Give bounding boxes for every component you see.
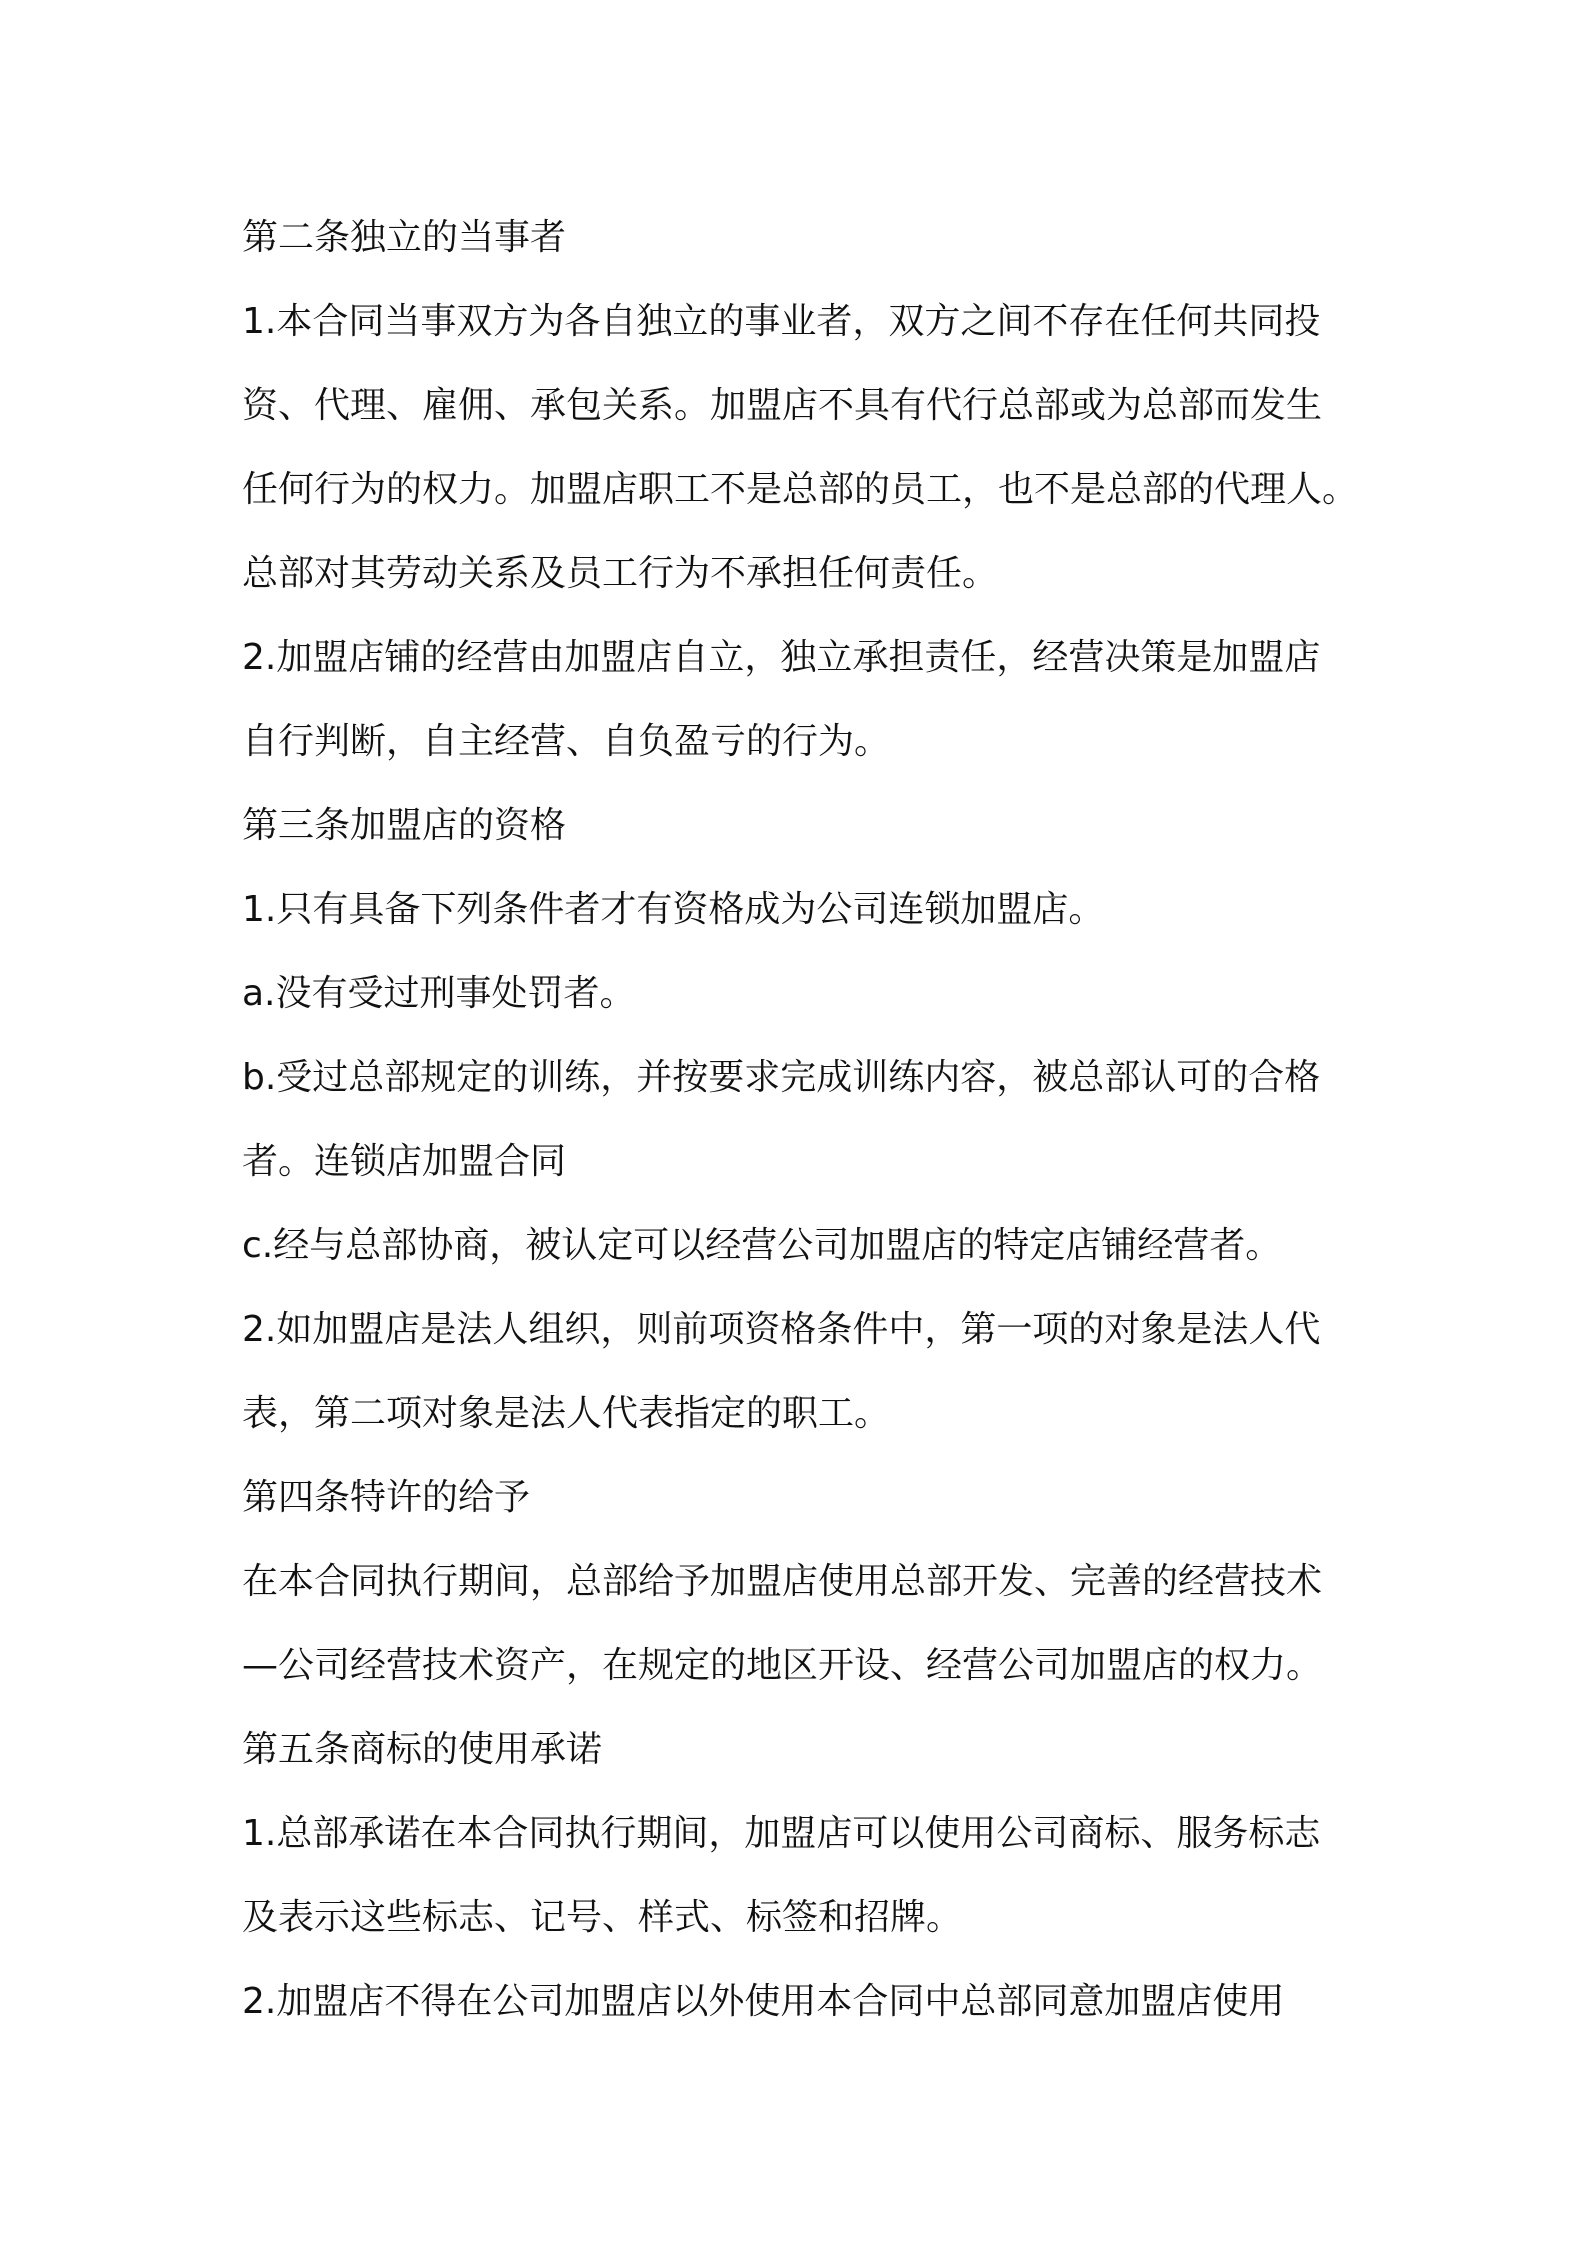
article-2-heading: 第二条独立的当事者 (242, 217, 567, 258)
article-3-item-b-line-2: 者。连锁店加盟合同 (242, 1141, 567, 1182)
article-2-clause-1-line-3: 任何行为的权力。加盟店职工不是总部的员工，也不是总部的代理人。 (242, 469, 1359, 510)
article-2-clause-1-line-4: 总部对其劳动关系及员工行为不承担任何责任。 (242, 553, 999, 594)
document-page (242, 196, 1357, 2044)
article-4-body-line-2: —公司经营技术资产，在规定的地区开设、经营公司加盟店的权力。 (242, 1645, 1323, 1686)
article-3-clause-2-line-2: 表，第二项对象是法人代表指定的职工。 (242, 1393, 891, 1434)
article-3-clause-1: 1.只有具备下列条件者才有资格成为公司连锁加盟店。 (242, 889, 1105, 930)
article-4-body-line-1: 在本合同执行期间，总部给予加盟店使用总部开发、完善的经营技术 (242, 1561, 1323, 1602)
article-2-clause-1-line-2: 资、代理、雇佣、承包关系。加盟店不具有代行总部或为总部而发生 (242, 385, 1323, 426)
article-3-item-a: a.没有受过刑事处罚者。 (242, 973, 636, 1014)
article-2-clause-2-line-1: 2.加盟店铺的经营由加盟店自立，独立承担责任，经营决策是加盟店 (242, 637, 1321, 678)
article-4-heading: 第四条特许的给予 (242, 1477, 531, 1518)
article-3-item-b-line-1: b.受过总部规定的训练，并按要求完成训练内容，被总部认可的合格 (242, 1057, 1321, 1098)
article-3-clause-2-line-1: 2.如加盟店是法人组织，则前项资格条件中，第一项的对象是法人代 (242, 1309, 1321, 1350)
article-5-clause-1-line-1: 1.总部承诺在本合同执行期间，加盟店可以使用公司商标、服务标志 (242, 1813, 1321, 1854)
article-3-item-c: c.经与总部协商，被认定可以经营公司加盟店的特定店铺经营者。 (242, 1225, 1282, 1266)
article-5-clause-1-line-2: 及表示这些标志、记号、样式、标签和招牌。 (242, 1897, 963, 1938)
article-2-clause-2-line-2: 自行判断，自主经营、自负盈亏的行为。 (242, 721, 891, 762)
article-5-clause-2-line-1: 2.加盟店不得在公司加盟店以外使用本合同中总部同意加盟店使用 (242, 1981, 1285, 2022)
article-2-clause-1-line-1: 1.本合同当事双方为各自独立的事业者，双方之间不存在任何共同投 (242, 301, 1321, 342)
article-5-heading: 第五条商标的使用承诺 (242, 1729, 603, 1770)
article-3-heading: 第三条加盟店的资格 (242, 805, 567, 846)
